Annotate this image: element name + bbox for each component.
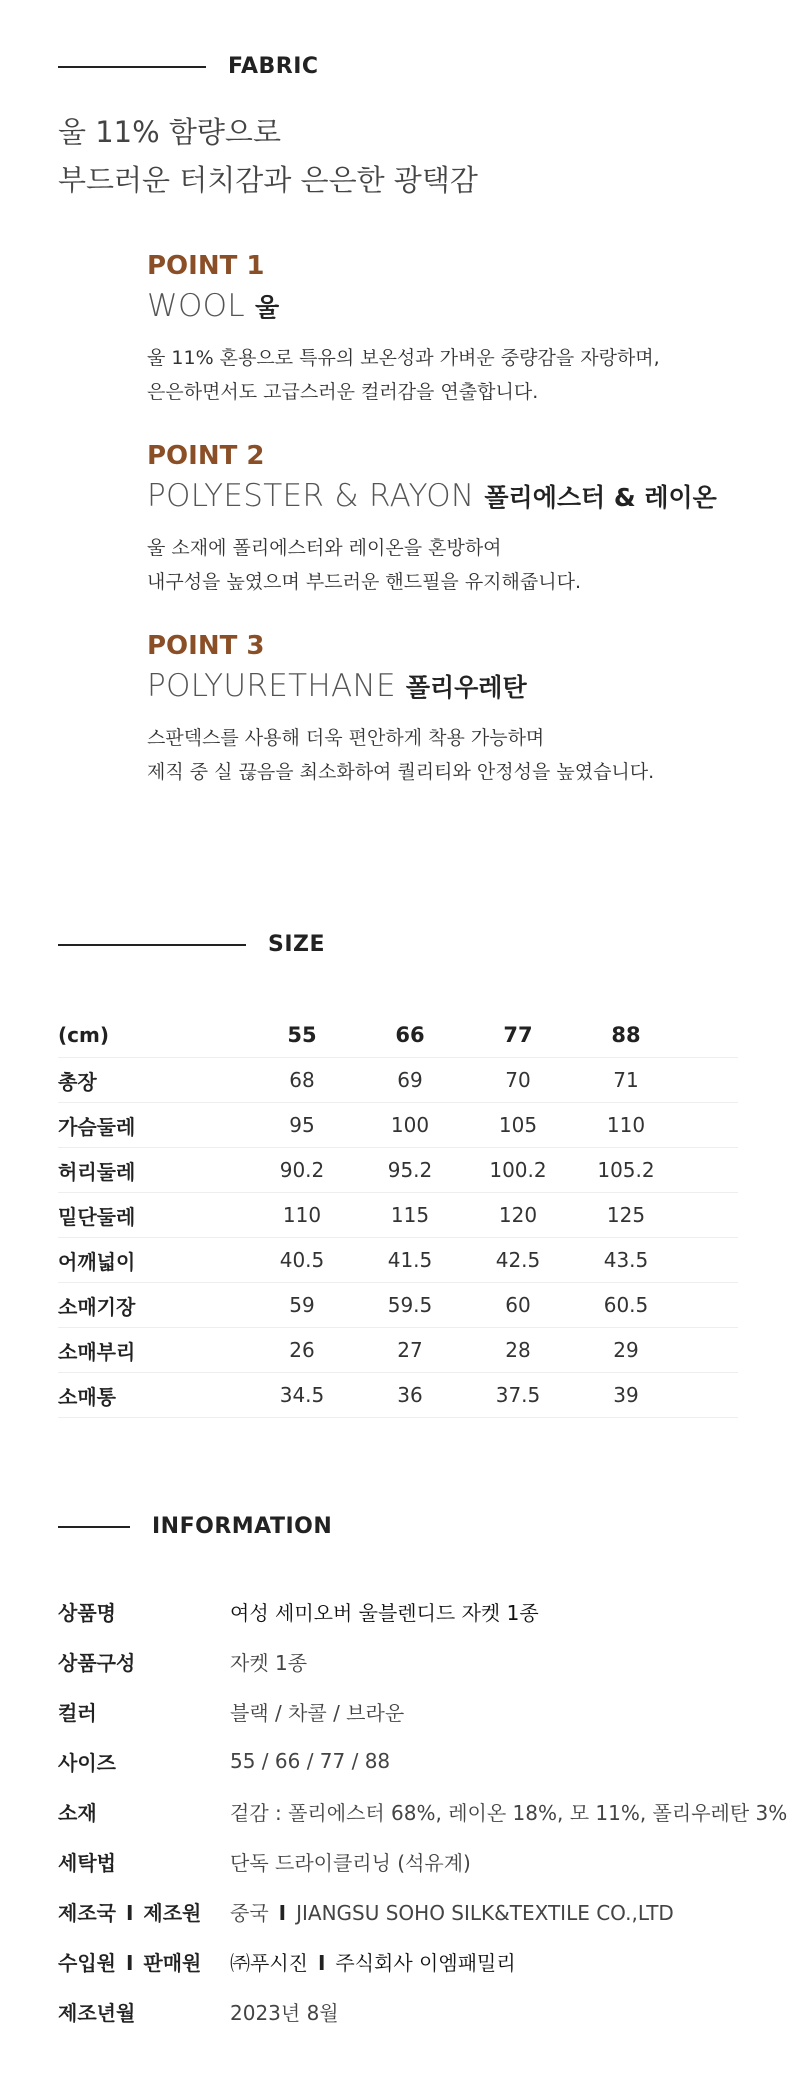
info-label: 세탁법 xyxy=(58,1850,116,1875)
cell-value: 28 xyxy=(464,1328,572,1373)
row-label: 소매부리 xyxy=(58,1328,248,1373)
info-row-product-name xyxy=(58,1586,787,1636)
table-row xyxy=(58,1193,738,1238)
manufacturer-value: JIANGSU SOHO SILK&TEXTILE CO.,LTD xyxy=(296,1900,674,1925)
info-label: 소재 xyxy=(58,1800,97,1825)
information-header-rule xyxy=(58,1526,130,1528)
cell-value: 71 xyxy=(572,1058,680,1103)
row-label: 총장 xyxy=(58,1058,248,1103)
point-2-name xyxy=(147,478,717,519)
cell-value: 59 xyxy=(248,1283,356,1328)
info-label-manufacturer: 제조원 xyxy=(143,1900,202,1925)
point-3-name xyxy=(147,668,654,709)
info-value: 블랙 / 차콜 / 브라운 xyxy=(230,1700,405,1725)
cell-value: 110 xyxy=(572,1103,680,1148)
point-1-label: POINT 1 xyxy=(147,251,265,281)
point-3-label: POINT 3 xyxy=(147,631,265,661)
size-table xyxy=(58,1013,738,1418)
point-3-description xyxy=(147,721,654,789)
separator: I xyxy=(125,1950,134,1975)
size-table-spacer xyxy=(680,1373,738,1418)
fabric-point-2 xyxy=(147,440,717,599)
info-row-importer xyxy=(58,1936,787,1986)
cell-value: 29 xyxy=(572,1328,680,1373)
info-row-washing xyxy=(58,1836,787,1886)
table-row xyxy=(58,1328,738,1373)
cell-value: 43.5 xyxy=(572,1238,680,1283)
size-heading: SIZE xyxy=(268,932,326,957)
info-label-origin-country: 제조국 xyxy=(58,1900,116,1925)
cell-value: 120 xyxy=(464,1193,572,1238)
cell-value: 125 xyxy=(572,1193,680,1238)
info-row-origin xyxy=(58,1886,787,1936)
cell-value: 27 xyxy=(356,1328,464,1373)
point-1-desc-line-1: 울 11% 혼용으로 특유의 보온성과 가벼운 중량감을 자랑하며, xyxy=(147,347,660,369)
point-2-desc-line-1: 울 소재에 폴리에스터와 레이온을 혼방하여 xyxy=(147,537,502,559)
point-1-desc-line-2: 은은하면서도 고급스러운 컬러감을 연출합니다. xyxy=(147,381,539,403)
point-3-name-ko: 폴리우레탄 xyxy=(405,673,527,702)
point-3-name-en: POLYURETHANE xyxy=(147,668,396,704)
info-value xyxy=(230,1897,674,1926)
info-row-sizes xyxy=(58,1736,787,1786)
info-value: 2023년 8월 xyxy=(230,2000,339,2025)
cell-value: 69 xyxy=(356,1058,464,1103)
cell-value: 60.5 xyxy=(572,1283,680,1328)
info-value: 겉감 : 폴리에스터 68%, 레이온 18%, 모 11%, 폴리우레탄 3% xyxy=(230,1800,788,1825)
cell-value: 39 xyxy=(572,1373,680,1418)
info-value: 자켓 1종 xyxy=(230,1650,308,1675)
row-label: 가슴둘레 xyxy=(58,1103,248,1148)
cell-value: 40.5 xyxy=(248,1238,356,1283)
cell-value: 42.5 xyxy=(464,1238,572,1283)
cell-value: 37.5 xyxy=(464,1373,572,1418)
size-table-spacer xyxy=(680,1193,738,1238)
cell-value: 115 xyxy=(356,1193,464,1238)
table-row xyxy=(58,1148,738,1193)
separator: I xyxy=(125,1900,134,1925)
point-2-name-en: POLYESTER & RAYON xyxy=(147,478,475,514)
point-1-name-ko: 울 xyxy=(254,293,280,322)
info-row-color xyxy=(58,1686,787,1736)
cell-value: 105 xyxy=(464,1103,572,1148)
info-label: 상품구성 xyxy=(58,1650,136,1675)
fabric-section-header xyxy=(58,54,319,79)
size-column-88: 88 xyxy=(572,1013,680,1058)
info-value: 여성 세미오버 울블렌디드 자켓 1종 xyxy=(230,1600,539,1625)
fabric-heading: FABRIC xyxy=(228,54,319,79)
fabric-intro-line-1: 울 11% 함량으로 xyxy=(58,115,281,149)
row-label: 소매통 xyxy=(58,1373,248,1418)
info-label xyxy=(58,1947,230,1976)
cell-value: 41.5 xyxy=(356,1238,464,1283)
point-1-description xyxy=(147,341,660,409)
cell-value: 100 xyxy=(356,1103,464,1148)
info-row-date xyxy=(58,1986,787,2036)
cell-value: 70 xyxy=(464,1058,572,1103)
size-table-spacer xyxy=(680,1238,738,1283)
cell-value: 90.2 xyxy=(248,1148,356,1193)
point-3-desc-line-2: 제직 중 실 끊음을 최소화하여 퀄리티와 안정성을 높였습니다. xyxy=(147,761,655,783)
size-table-spacer xyxy=(680,1148,738,1193)
point-1-name xyxy=(147,288,660,329)
row-label: 소매기장 xyxy=(58,1283,248,1328)
fabric-intro-line-2: 부드러운 터치감과 은은한 광택감 xyxy=(58,163,478,197)
point-2-desc-line-2: 내구성을 높였으며 부드러운 핸드필을 유지해줍니다. xyxy=(147,571,581,593)
cell-value: 60 xyxy=(464,1283,572,1328)
cell-value: 26 xyxy=(248,1328,356,1373)
information-section-header xyxy=(58,1514,332,1539)
size-column-55: 55 xyxy=(248,1013,356,1058)
point-2-label: POINT 2 xyxy=(147,441,265,471)
table-row xyxy=(58,1058,738,1103)
importer-value: ㈜푸시진 xyxy=(230,1950,308,1975)
fabric-point-3 xyxy=(147,630,654,789)
size-table-spacer xyxy=(680,1058,738,1103)
information-list xyxy=(58,1586,787,2036)
size-table-spacer xyxy=(680,1328,738,1373)
point-3-desc-line-1: 스판덱스를 사용해 더욱 편안하게 착용 가능하며 xyxy=(147,727,545,749)
fabric-point-1 xyxy=(147,250,660,409)
cell-value: 110 xyxy=(248,1193,356,1238)
info-value: 55 / 66 / 77 / 88 xyxy=(230,1749,391,1773)
size-column-66: 66 xyxy=(356,1013,464,1058)
size-table-header-row xyxy=(58,1013,738,1058)
info-label: 제조년월 xyxy=(58,2000,136,2025)
cell-value: 34.5 xyxy=(248,1373,356,1418)
info-label-importer: 수입원 xyxy=(58,1950,116,1975)
table-row xyxy=(58,1238,738,1283)
table-row xyxy=(58,1283,738,1328)
table-row xyxy=(58,1103,738,1148)
info-label: 컬러 xyxy=(58,1700,97,1725)
fabric-intro xyxy=(58,108,478,204)
size-column-77: 77 xyxy=(464,1013,572,1058)
seller-value: 주식회사 이엠패밀리 xyxy=(335,1950,516,1975)
size-header-rule xyxy=(58,944,246,946)
cell-value: 95.2 xyxy=(356,1148,464,1193)
point-1-name-en: WOOL xyxy=(147,288,245,324)
information-heading: INFORMATION xyxy=(152,1514,333,1539)
info-row-material xyxy=(58,1786,787,1836)
size-table-spacer xyxy=(680,1013,738,1058)
info-row-composition xyxy=(58,1636,787,1686)
size-unit-label: (cm) xyxy=(58,1013,248,1058)
origin-country-value: 중국 xyxy=(230,1900,269,1925)
info-label xyxy=(58,1897,230,1926)
row-label: 어깨넓이 xyxy=(58,1238,248,1283)
info-value xyxy=(230,1947,516,1976)
size-table-spacer xyxy=(680,1103,738,1148)
row-label: 허리둘레 xyxy=(58,1148,248,1193)
info-label-seller: 판매원 xyxy=(143,1950,202,1975)
info-label: 상품명 xyxy=(58,1600,116,1625)
row-label: 밑단둘레 xyxy=(58,1193,248,1238)
cell-value: 95 xyxy=(248,1103,356,1148)
cell-value: 100.2 xyxy=(464,1148,572,1193)
cell-value: 105.2 xyxy=(572,1148,680,1193)
size-table-spacer xyxy=(680,1283,738,1328)
info-label: 사이즈 xyxy=(58,1750,116,1775)
cell-value: 68 xyxy=(248,1058,356,1103)
point-2-name-ko: 폴리에스터 & 레이온 xyxy=(484,483,717,512)
size-section-header xyxy=(58,932,325,957)
cell-value: 59.5 xyxy=(356,1283,464,1328)
point-2-description xyxy=(147,531,717,599)
separator: I xyxy=(278,1900,287,1925)
table-row xyxy=(58,1373,738,1418)
separator: I xyxy=(317,1950,326,1975)
info-value: 단독 드라이클리닝 (석유계) xyxy=(230,1850,471,1875)
fabric-header-rule xyxy=(58,66,206,68)
cell-value: 36 xyxy=(356,1373,464,1418)
